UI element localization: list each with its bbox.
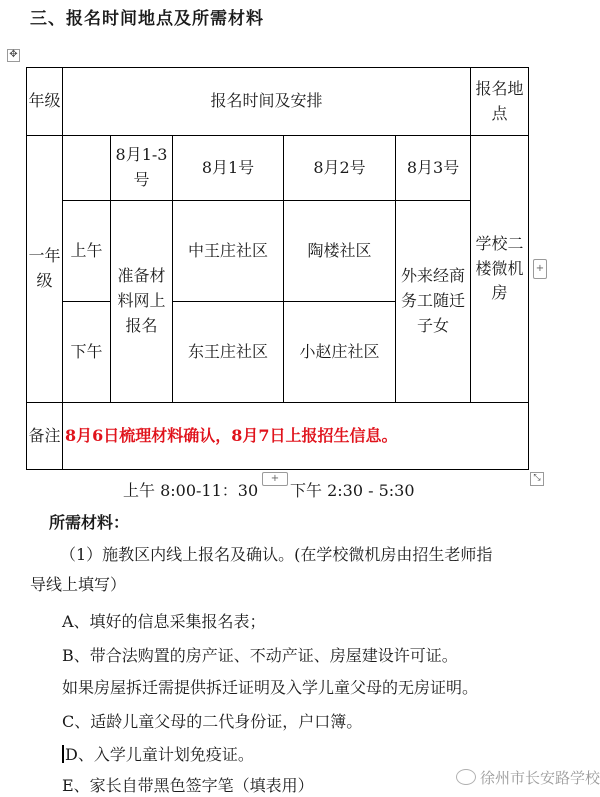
item-d [62, 742, 254, 765]
location-header: 报名地点 [471, 68, 529, 136]
text-cursor [62, 745, 64, 763]
item-e: E、家长自带黑色签字笔（填表用） [62, 776, 314, 795]
blank-cell [63, 136, 111, 201]
item-1-line-1: （1）施教区内线上报名及确认。(在学校微机房由招生老师指 [60, 545, 493, 564]
grade-cell: 一年级 [27, 136, 63, 403]
am-label: 上午 [63, 201, 111, 302]
day3-cell: 外来经商务工随迁子女 [396, 201, 471, 403]
online-registration-cell: 准备材料网上报名 [111, 201, 173, 403]
watermark [456, 767, 600, 788]
table-move-handle[interactable]: ✥ [7, 49, 20, 62]
item-b: B、带合法购置的房产证、不动产证、房屋建设许可证。 [62, 646, 458, 665]
add-column-button[interactable]: + [533, 259, 547, 279]
wechat-icon [456, 769, 476, 785]
date-header-2: 8月1号 [173, 136, 284, 201]
table-resize-handle[interactable]: ⤡ [530, 472, 544, 486]
section-heading: 三、报名时间地点及所需材料 [30, 9, 264, 29]
pm-hours: 下午 2:30 - 5:30 [290, 481, 415, 500]
am-day1-cell: 中王庄社区 [173, 201, 284, 302]
location-cell: 学校二楼微机房 [471, 136, 529, 403]
am-day2-cell: 陶楼社区 [284, 201, 396, 302]
item-1-line-2: 导线上填写） [30, 575, 127, 594]
add-row-button[interactable]: + [262, 472, 288, 486]
item-a: A、填好的信息采集报名表； [62, 612, 266, 631]
item-c: C、适龄儿童父母的二代身份证，户口簿。 [62, 712, 363, 731]
am-hours: 上午 8:00-11：30 [123, 481, 259, 500]
date-header-3: 8月2号 [284, 136, 396, 201]
item-b-note: 如果房屋拆迁需提供拆迁证明及入学儿童父母的无房证明。 [62, 678, 479, 697]
grade-header: 年级 [27, 68, 63, 136]
remark-text: 8月6日梳理材料确认，8月7日上报招生信息。 [63, 403, 529, 470]
time-header: 报名时间及安排 [63, 68, 471, 136]
pm-day1-cell: 东王庄社区 [173, 302, 284, 403]
date-header-1: 8月1-3号 [111, 136, 173, 201]
pm-label: 下午 [63, 302, 111, 403]
watermark-text: 徐州市长安路学校 [480, 769, 600, 787]
materials-title: 所需材料： [49, 513, 130, 532]
remark-label: 备注 [27, 403, 63, 470]
registration-table [26, 67, 529, 470]
item-d-text: D、入学儿童计划免疫证。 [65, 745, 254, 764]
date-header-4: 8月3号 [396, 136, 471, 201]
pm-day2-cell: 小赵庄社区 [284, 302, 396, 403]
